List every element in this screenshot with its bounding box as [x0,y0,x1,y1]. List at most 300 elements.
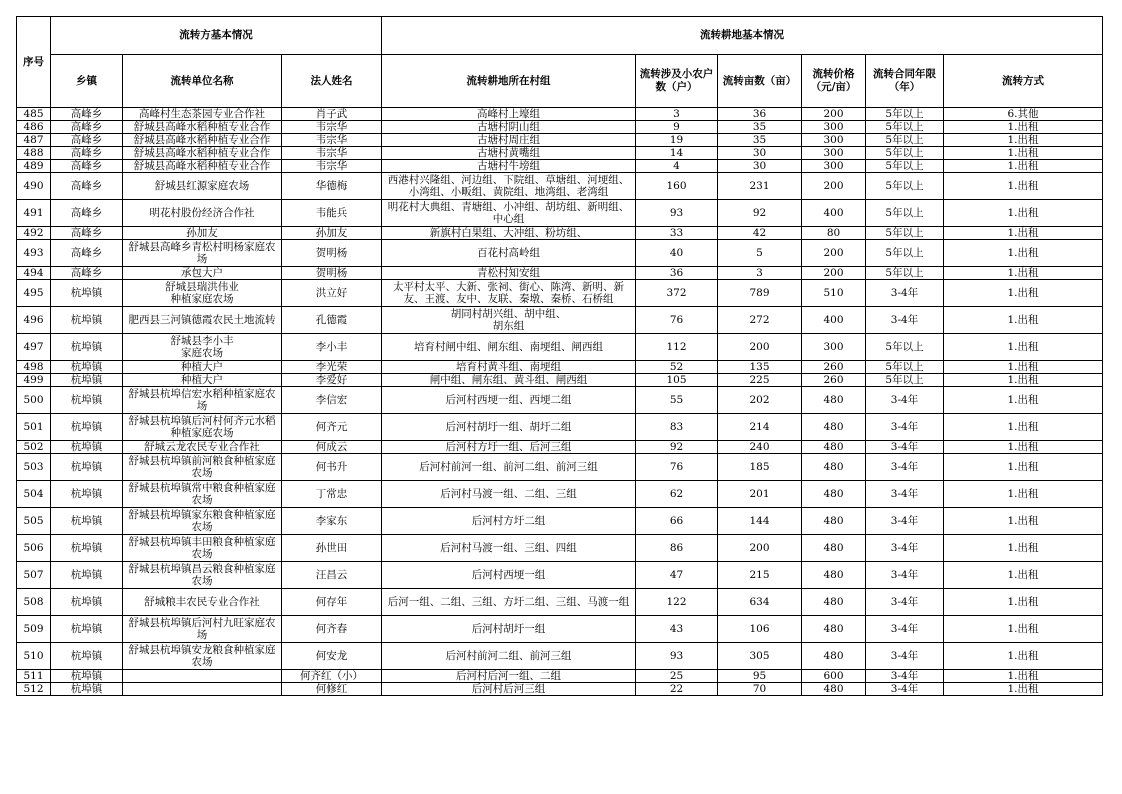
cell-unit-name: 舒城县杭埠镇前河粮食种植家庭农场 [123,454,282,481]
cell-price: 300 [802,160,866,173]
table-row [17,454,1103,481]
cell-town: 杭埠镇 [51,562,123,589]
cell-village-group: 古塘村牛塝组 [382,160,636,173]
cell-legal-person: 汪昌云 [282,562,382,589]
cell-legal-person: 韦宗华 [282,121,382,134]
cell-legal-person: 孙世田 [282,535,382,562]
cell-price: 480 [802,414,866,441]
cell-unit-name: 舒城县高峰水稻种植专业合作 [123,134,282,147]
cell-seq: 501 [17,414,51,441]
cell-households: 25 [636,670,718,683]
cell-method: 1.出租 [944,267,1103,280]
cell-unit-name: 舒城县杭埠镇丰田粮食种植家庭农场 [123,535,282,562]
cell-town: 杭埠镇 [51,683,123,696]
cell-households: 52 [636,361,718,374]
cell-households: 62 [636,481,718,508]
header-town: 乡镇 [51,55,123,108]
cell-area: 202 [718,387,802,414]
cell-method: 1.出租 [944,361,1103,374]
header-households: 流转涉及小农户数（户） [636,55,718,108]
header-village-group: 流转耕地所在村组 [382,55,636,108]
table-row [17,441,1103,454]
cell-legal-person: 何齐元 [282,414,382,441]
cell-area: 200 [718,535,802,562]
cell-village-group: 后河村方圩二组 [382,508,636,535]
cell-seq: 512 [17,683,51,696]
cell-households: 33 [636,227,718,240]
table-row [17,121,1103,134]
cell-town: 杭埠镇 [51,414,123,441]
cell-town: 高峰乡 [51,240,123,267]
cell-area: 135 [718,361,802,374]
cell-households: 14 [636,147,718,160]
cell-town: 杭埠镇 [51,616,123,643]
cell-area: 35 [718,121,802,134]
cell-term: 5年以上 [866,173,944,200]
cell-method: 1.出租 [944,134,1103,147]
cell-unit-name: 舒城云龙农民专业合作社 [123,441,282,454]
cell-price: 480 [802,643,866,670]
cell-method: 6.其他 [944,108,1103,121]
table-body [17,108,1103,696]
cell-price: 480 [802,683,866,696]
cell-town: 杭埠镇 [51,280,123,307]
cell-method: 1.出租 [944,454,1103,481]
cell-price: 480 [802,481,866,508]
cell-area: 225 [718,374,802,387]
cell-town: 高峰乡 [51,227,123,240]
cell-town: 杭埠镇 [51,535,123,562]
cell-method: 1.出租 [944,481,1103,508]
cell-town: 高峰乡 [51,200,123,227]
cell-legal-person: 何齐春 [282,616,382,643]
cell-method: 1.出租 [944,508,1103,535]
cell-village-group: 后河村马渡一组、三组、四组 [382,535,636,562]
cell-town: 杭埠镇 [51,361,123,374]
cell-term: 3-4年 [866,307,944,334]
cell-households: 36 [636,267,718,280]
cell-legal-person: 丁常忠 [282,481,382,508]
cell-area: 30 [718,160,802,173]
cell-unit-name: 种植大户 [123,361,282,374]
cell-unit-name: 舒城县高峰水稻种植专业合作 [123,160,282,173]
cell-seq: 510 [17,643,51,670]
cell-village-group: 后河村前河一组、前河二组、前河三组 [382,454,636,481]
header-seq: 序号 [17,17,51,108]
cell-legal-person: 韦宗华 [282,134,382,147]
cell-town: 杭埠镇 [51,508,123,535]
header-price: 流转价格（元/亩） [802,55,866,108]
cell-method: 1.出租 [944,387,1103,414]
cell-unit-name [123,670,282,683]
cell-households: 76 [636,454,718,481]
cell-method: 1.出租 [944,535,1103,562]
cell-households: 160 [636,173,718,200]
cell-households: 112 [636,334,718,361]
cell-term: 3-4年 [866,481,944,508]
cell-term: 5年以上 [866,361,944,374]
cell-village-group: 培育村黄斗组、南埂组 [382,361,636,374]
cell-town: 高峰乡 [51,267,123,280]
cell-area: 95 [718,670,802,683]
cell-seq: 505 [17,508,51,535]
cell-seq: 509 [17,616,51,643]
table-row [17,589,1103,616]
cell-town: 杭埠镇 [51,454,123,481]
cell-town: 高峰乡 [51,147,123,160]
cell-legal-person: 肖子武 [282,108,382,121]
cell-term: 3-4年 [866,670,944,683]
cell-legal-person: 李爱好 [282,374,382,387]
cell-households: 93 [636,200,718,227]
cell-area: 240 [718,441,802,454]
cell-price: 300 [802,134,866,147]
cell-method: 1.出租 [944,374,1103,387]
cell-area: 305 [718,643,802,670]
cell-price: 600 [802,670,866,683]
cell-village-group: 后河村胡圩一组、胡圩二组 [382,414,636,441]
cell-unit-name: 舒城县瑞洪伟业 种植家庭农场 [123,280,282,307]
cell-village-group: 明花村大典组、青塘组、小冲组、胡坊组、新明组、中心组 [382,200,636,227]
cell-town: 杭埠镇 [51,441,123,454]
cell-town: 高峰乡 [51,134,123,147]
cell-area: 231 [718,173,802,200]
cell-village-group: 胡同村胡兴组、胡中组、 胡东组 [382,307,636,334]
table-row [17,683,1103,696]
cell-legal-person: 韦宗华 [282,147,382,160]
header-area: 流转亩数（亩） [718,55,802,108]
cell-price: 200 [802,267,866,280]
cell-households: 105 [636,374,718,387]
cell-term: 3-4年 [866,387,944,414]
cell-seq: 492 [17,227,51,240]
cell-price: 200 [802,240,866,267]
table-row [17,562,1103,589]
cell-price: 260 [802,374,866,387]
cell-seq: 485 [17,108,51,121]
cell-area: 215 [718,562,802,589]
table-row [17,670,1103,683]
cell-method: 1.出租 [944,683,1103,696]
table-row [17,643,1103,670]
cell-method: 1.出租 [944,589,1103,616]
cell-seq: 496 [17,307,51,334]
cell-term: 5年以上 [866,147,944,160]
header-unit-name: 流转单位名称 [123,55,282,108]
cell-price: 200 [802,108,866,121]
cell-price: 480 [802,454,866,481]
cell-legal-person: 华德梅 [282,173,382,200]
cell-unit-name: 肥西县三河镇德霞农民土地流转 [123,307,282,334]
cell-village-group: 百花村高岭组 [382,240,636,267]
cell-price: 400 [802,307,866,334]
cell-households: 4 [636,160,718,173]
cell-unit-name: 舒城县高峰水稻种植专业合作 [123,147,282,160]
cell-area: 35 [718,134,802,147]
cell-seq: 508 [17,589,51,616]
cell-seq: 502 [17,441,51,454]
cell-unit-name: 舒城县杭埠镇常中粮食种植家庭农场 [123,481,282,508]
cell-unit-name: 舒城县高峰水稻种植专业合作 [123,121,282,134]
cell-village-group: 太平村太平、大新、张祠、街心、陈湾、新明、新友、王渡、友中、友联、秦墩、秦桥、石桥组 [382,280,636,307]
table-row [17,414,1103,441]
cell-unit-name: 种植大户 [123,374,282,387]
table-row [17,307,1103,334]
cell-method: 1.出租 [944,200,1103,227]
cell-unit-name: 舒城县李小丰 家庭农场 [123,334,282,361]
table-row [17,160,1103,173]
cell-term: 5年以上 [866,200,944,227]
cell-seq: 504 [17,481,51,508]
cell-village-group: 后河村方圩一组、后河三组 [382,441,636,454]
cell-households: 3 [636,108,718,121]
cell-area: 36 [718,108,802,121]
cell-legal-person: 李光荣 [282,361,382,374]
cell-unit-name: 高峰村生态茶园专业合作社 [123,108,282,121]
cell-seq: 507 [17,562,51,589]
cell-term: 3-4年 [866,535,944,562]
cell-unit-name: 孙加友 [123,227,282,240]
cell-method: 1.出租 [944,334,1103,361]
cell-term: 3-4年 [866,589,944,616]
cell-legal-person: 何成云 [282,441,382,454]
cell-price: 480 [802,616,866,643]
cell-legal-person: 韦能兵 [282,200,382,227]
cell-seq: 489 [17,160,51,173]
table-row [17,535,1103,562]
cell-price: 480 [802,562,866,589]
cell-price: 480 [802,508,866,535]
table-row [17,387,1103,414]
cell-households: 55 [636,387,718,414]
cell-legal-person: 韦宗华 [282,160,382,173]
cell-seq: 491 [17,200,51,227]
table-row [17,134,1103,147]
cell-price: 260 [802,361,866,374]
cell-legal-person: 李家东 [282,508,382,535]
cell-legal-person: 贺明杨 [282,240,382,267]
cell-village-group: 后河村西埂一组、西埂二组 [382,387,636,414]
cell-village-group: 新旗村白果组、大冲组、粉坊组、 [382,227,636,240]
cell-town: 高峰乡 [51,108,123,121]
cell-term: 3-4年 [866,414,944,441]
cell-term: 3-4年 [866,280,944,307]
cell-legal-person: 李信宏 [282,387,382,414]
cell-town: 杭埠镇 [51,670,123,683]
cell-price: 300 [802,121,866,134]
cell-households: 86 [636,535,718,562]
cell-seq: 503 [17,454,51,481]
cell-village-group: 后河村西埂一组 [382,562,636,589]
cell-area: 3 [718,267,802,280]
cell-seq: 499 [17,374,51,387]
cell-unit-name: 明花村股份经济合作社 [123,200,282,227]
cell-term: 5年以上 [866,134,944,147]
table-row [17,361,1103,374]
cell-village-group: 高峰村上壕组 [382,108,636,121]
cell-seq: 493 [17,240,51,267]
table-row [17,108,1103,121]
cell-village-group: 古塘村黄嘴组 [382,147,636,160]
table-row [17,374,1103,387]
cell-seq: 486 [17,121,51,134]
cell-town: 高峰乡 [51,160,123,173]
cell-households: 83 [636,414,718,441]
cell-legal-person: 何齐红（小） [282,670,382,683]
table-row [17,481,1103,508]
cell-legal-person: 洪立好 [282,280,382,307]
cell-area: 185 [718,454,802,481]
cell-households: 122 [636,589,718,616]
cell-unit-name: 舒城县杭埠镇安龙粮食种植家庭农场 [123,643,282,670]
cell-term: 5年以上 [866,108,944,121]
cell-price: 480 [802,387,866,414]
table-row [17,508,1103,535]
cell-method: 1.出租 [944,121,1103,134]
cell-households: 43 [636,616,718,643]
cell-method: 1.出租 [944,562,1103,589]
cell-legal-person: 孙加友 [282,227,382,240]
cell-term: 5年以上 [866,121,944,134]
cell-seq: 511 [17,670,51,683]
table-row [17,240,1103,267]
cell-town: 杭埠镇 [51,387,123,414]
cell-households: 22 [636,683,718,696]
cell-unit-name: 舒城县杭埠镇后河村何齐元水稻种植家庭农场 [123,414,282,441]
cell-term: 3-4年 [866,508,944,535]
cell-term: 5年以上 [866,334,944,361]
cell-town: 杭埠镇 [51,307,123,334]
cell-area: 144 [718,508,802,535]
cell-term: 3-4年 [866,683,944,696]
cell-legal-person: 何书升 [282,454,382,481]
cell-price: 300 [802,147,866,160]
cell-area: 92 [718,200,802,227]
cell-price: 480 [802,535,866,562]
cell-area: 30 [718,147,802,160]
cell-seq: 488 [17,147,51,160]
cell-unit-name: 舒城粮丰农民专业合作社 [123,589,282,616]
cell-unit-name: 舒城县红源家庭农场 [123,173,282,200]
cell-unit-name: 舒城县杭埠镇家东粮食种植家庭农场 [123,508,282,535]
cell-area: 42 [718,227,802,240]
cell-unit-name: 承包大户 [123,267,282,280]
cell-unit-name: 舒城县杭埠信宏水稻种植家庭农场 [123,387,282,414]
table-row [17,267,1103,280]
cell-term: 3-4年 [866,562,944,589]
cell-households: 93 [636,643,718,670]
cell-price: 510 [802,280,866,307]
cell-village-group: 后河村前河二组、前河三组 [382,643,636,670]
cell-town: 杭埠镇 [51,481,123,508]
cell-term: 5年以上 [866,267,944,280]
cell-price: 480 [802,441,866,454]
cell-households: 19 [636,134,718,147]
cell-area: 789 [718,280,802,307]
cell-method: 1.出租 [944,643,1103,670]
cell-term: 3-4年 [866,616,944,643]
cell-method: 1.出租 [944,227,1103,240]
cell-unit-name: 舒城县杭埠镇后河村九旺家庭农场 [123,616,282,643]
table-row [17,173,1103,200]
cell-seq: 506 [17,535,51,562]
table-row [17,334,1103,361]
cell-legal-person: 孔德霞 [282,307,382,334]
cell-area: 272 [718,307,802,334]
cell-price: 400 [802,200,866,227]
cell-term: 3-4年 [866,441,944,454]
cell-area: 106 [718,616,802,643]
cell-area: 214 [718,414,802,441]
cell-method: 1.出租 [944,280,1103,307]
cell-method: 1.出租 [944,441,1103,454]
cell-area: 201 [718,481,802,508]
cell-area: 5 [718,240,802,267]
cell-price: 80 [802,227,866,240]
cell-legal-person: 何修红 [282,683,382,696]
cell-legal-person: 贺明杨 [282,267,382,280]
cell-price: 480 [802,589,866,616]
cell-village-group: 后河村后河三组 [382,683,636,696]
cell-town: 杭埠镇 [51,643,123,670]
cell-seq: 487 [17,134,51,147]
cell-method: 1.出租 [944,173,1103,200]
cell-households: 9 [636,121,718,134]
cell-village-group: 后河一组、二组、三组、方圩二组、三组、马渡一组 [382,589,636,616]
cell-town: 高峰乡 [51,121,123,134]
cell-seq: 490 [17,173,51,200]
cell-price: 200 [802,173,866,200]
cell-village-group: 后河村胡圩一组 [382,616,636,643]
cell-town: 高峰乡 [51,173,123,200]
cell-seq: 495 [17,280,51,307]
table-row [17,227,1103,240]
cell-method: 1.出租 [944,616,1103,643]
cell-legal-person: 李小丰 [282,334,382,361]
cell-village-group: 后河村后河一组、二组 [382,670,636,683]
cell-method: 1.出租 [944,307,1103,334]
cell-area: 70 [718,683,802,696]
cell-term: 5年以上 [866,240,944,267]
cell-village-group: 后河村马渡一组、二组、三组 [382,481,636,508]
cell-village-group: 培育村闸中组、闸东组、南埂组、闸西组 [382,334,636,361]
cell-households: 372 [636,280,718,307]
cell-village-group: 闸中组、闸东组、黄斗组、闸西组 [382,374,636,387]
cell-unit-name [123,683,282,696]
cell-town: 杭埠镇 [51,334,123,361]
cell-term: 5年以上 [866,227,944,240]
cell-households: 47 [636,562,718,589]
cell-term: 3-4年 [866,454,944,481]
cell-households: 66 [636,508,718,535]
cell-method: 1.出租 [944,240,1103,267]
header-group-land: 流转耕地基本情况 [382,17,1103,55]
cell-method: 1.出租 [944,414,1103,441]
header-group-party: 流转方基本情况 [51,17,382,55]
header-method: 流转方式 [944,55,1103,108]
cell-term: 5年以上 [866,374,944,387]
cell-legal-person: 何安龙 [282,643,382,670]
cell-town: 杭埠镇 [51,589,123,616]
cell-unit-name: 舒城县高峰乡青松村明杨家庭农场 [123,240,282,267]
header-legal-person: 法人姓名 [282,55,382,108]
cell-town: 杭埠镇 [51,374,123,387]
cell-method: 1.出租 [944,147,1103,160]
land-transfer-table [16,16,1103,696]
cell-legal-person: 何存年 [282,589,382,616]
cell-village-group: 青松村知安组 [382,267,636,280]
cell-seq: 497 [17,334,51,361]
